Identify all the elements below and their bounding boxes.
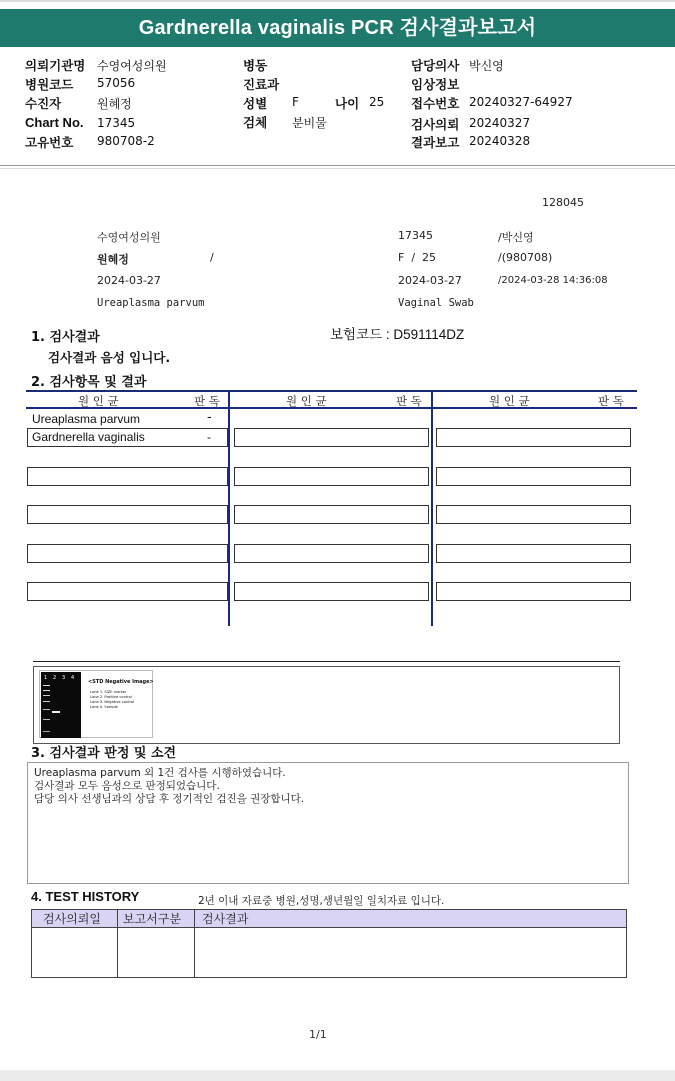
result-summary: 검사결과 음성 입니다. [48, 350, 171, 365]
meta-specimen: Vaginal Swab [398, 297, 474, 309]
value-chart-no: 17345 [97, 116, 136, 130]
gel-top-rule [33, 661, 620, 662]
section3-title: 3. 검사결과 판정 및 소견 [31, 746, 177, 761]
label-age: 나이 [335, 96, 360, 111]
value-hospital-code: 57056 [97, 76, 136, 90]
meta-date-collected: 2024-03-27 [97, 274, 161, 287]
value-request-date: 20240327 [469, 116, 531, 130]
history-col-report-type: 보고서구분 [123, 912, 181, 926]
empty-cell [27, 505, 228, 524]
empty-cell [27, 544, 228, 563]
value-specimen: 분비물 [292, 116, 327, 130]
table-divider-2 [431, 390, 433, 626]
gel-image [39, 670, 153, 738]
label-ward: 병동 [243, 58, 268, 73]
meta-birth: /(980708) [498, 251, 553, 264]
remark-line-2: 검사결과 모두 음성으로 판정되었습니다. [34, 780, 220, 792]
col-head-pathogen-3: 원 인 균 [489, 394, 530, 408]
value-unique-id: 980708-2 [97, 134, 155, 148]
meta-sex-age: F / 25 [398, 251, 437, 264]
top-divider [0, 0, 675, 2]
col-head-result-3: 판 독 [598, 394, 624, 408]
table-top-rule [26, 390, 637, 392]
page-number: 1/1 [309, 1028, 327, 1041]
history-col-divider-2 [194, 909, 195, 978]
meta-date-reported: /2024-03-28 14:36:08 [498, 275, 608, 286]
label-report-date: 결과보고 [411, 135, 460, 150]
value-doctor: 박신영 [469, 59, 504, 73]
row-1-pathogen: Ureaplasma parvum [32, 412, 141, 426]
meta-code: 128045 [542, 196, 584, 209]
section4-title: 4. TEST HISTORY [31, 889, 140, 904]
value-institution: 수영여성의원 [97, 59, 167, 73]
empty-cell [234, 467, 429, 486]
value-receipt-no: 20240327-64927 [469, 95, 573, 109]
meta-slash: / [210, 251, 214, 264]
table-divider-1 [228, 390, 230, 626]
gel-legend-3: Lane 3. Negative control [90, 700, 135, 704]
gel-lane-label-4: 4 [71, 675, 75, 681]
label-receipt-no: 접수번호 [411, 96, 460, 111]
row-2-result: - [207, 430, 211, 444]
header-divider-shadow [0, 168, 675, 169]
remark-line-1: Ureaplasma parvum 외 1건 검사를 시행하였습니다. [34, 767, 286, 779]
label-dept: 진료과 [243, 77, 280, 92]
history-note: 2년 이내 자료중 병원,성명,생년월일 일치자료 입니다. [198, 895, 445, 907]
label-hospital-code: 병원코드 [25, 77, 74, 92]
history-col-result: 검사결과 [202, 912, 249, 926]
gel-lane-label-3: 3 [62, 675, 66, 681]
empty-cell [436, 505, 631, 524]
gel-legend-4: Lane 4. Sample [90, 705, 118, 709]
section2-title: 2. 검사항목 및 결과 [31, 375, 147, 390]
meta-patient: 원혜정 [97, 253, 129, 266]
remark-line-3: 담당 의사 선생님과의 상담 후 정기적인 검진을 권장합니다. [34, 793, 305, 805]
label-request-date: 검사의뢰 [411, 117, 460, 132]
empty-cell [27, 467, 228, 486]
gel-legend-2: Lane 2. Positive control [90, 695, 132, 699]
gel-title: <STD Negative Image> [88, 679, 154, 685]
empty-cell [27, 582, 228, 601]
history-col-request-date: 검사의뢰일 [43, 912, 101, 926]
insurance-code: 보험코드 : D591114DZ [330, 327, 465, 342]
empty-cell [234, 582, 429, 601]
row-2-pathogen: Gardnerella vaginalis [32, 430, 145, 444]
empty-cell [436, 582, 631, 601]
report-title: Gardnerella vaginalis PCR 검사결과보고서 [0, 9, 675, 47]
empty-cell [436, 467, 631, 486]
gel-lane-label-1: 1 [44, 675, 48, 681]
col-head-pathogen-2: 원 인 균 [286, 394, 327, 408]
history-table-body [31, 927, 627, 978]
row-2-cell-3 [436, 428, 631, 447]
empty-cell [436, 544, 631, 563]
row-1-result: - [207, 410, 212, 425]
value-patient: 원혜정 [97, 97, 132, 111]
col-head-result-2: 판 독 [396, 394, 422, 408]
label-unique-id: 고유번호 [25, 135, 74, 150]
empty-cell [234, 544, 429, 563]
col-head-result-1: 판 독 [194, 394, 220, 408]
section1-title: 1. 검사결과 [31, 330, 100, 345]
value-report-date: 20240328 [469, 134, 531, 148]
label-sex: 성별 [243, 96, 268, 111]
col-head-pathogen-1: 원 인 균 [78, 394, 119, 408]
row-2-cell-1 [27, 428, 228, 447]
meta-clinic: 수영여성의원 [97, 231, 161, 244]
empty-cell [234, 505, 429, 524]
label-doctor: 담당의사 [411, 58, 460, 73]
gel-legend-1: Lane 1. SIZE marker [90, 690, 127, 694]
label-clinical-info: 임상정보 [411, 77, 460, 92]
gel-figure [40, 671, 154, 739]
label-chart-no: Chart No. [25, 115, 84, 130]
value-age: 25 [369, 95, 385, 109]
meta-test: Ureaplasma parvum [97, 297, 205, 309]
row-2-cell-2 [234, 428, 429, 447]
header-divider [0, 165, 675, 166]
history-col-divider-1 [117, 909, 118, 978]
meta-doctor: /박신영 [498, 231, 534, 244]
label-specimen: 검체 [243, 115, 268, 130]
value-sex: F [292, 95, 299, 109]
gel-lane-label-2: 2 [53, 675, 57, 681]
meta-date-received: 2024-03-27 [398, 274, 462, 287]
label-patient: 수진자 [25, 96, 62, 111]
history-table-header [31, 909, 627, 928]
meta-chart: 17345 [398, 229, 433, 242]
label-institution: 의뢰기관명 [25, 58, 86, 73]
